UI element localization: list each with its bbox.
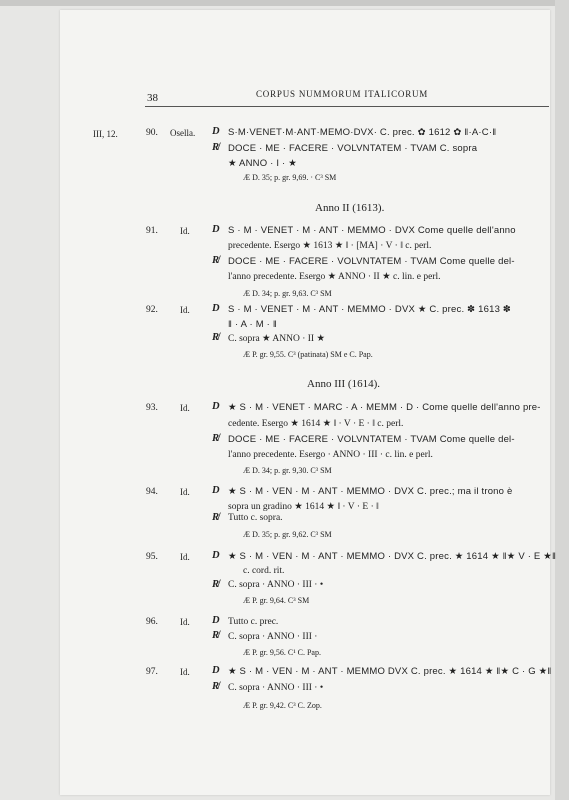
reference-number: III, 12. [93,129,118,139]
reverse-description: C. sopra ★ ANNO · II ★ [228,334,325,344]
metrology: Æ P. gr. 9,55. C³ (patinata) SM e C. Pap. [243,350,373,359]
page-number: 38 [147,92,158,104]
obverse-legend: S · M · VENET · M · ANT · MEMMO · DVX ★ C. prec. ✽ 1613 ✽ [228,304,512,315]
reverse-description: C. sopra · ANNO · III · • [228,683,324,693]
obverse-mark: D [212,615,220,626]
obverse-description: c. cord. rit. [243,566,285,576]
metrology: Æ D. 35; p. gr. 9,62. C³ SM [243,530,332,539]
obverse-description: precedente. Esergo ★ 1613 ★ ‖ · [MA] · V · ‖ c. perl. [228,241,432,251]
reverse-legend-cont: ★ ANNO · I · ★ [228,158,297,169]
coin-type: Id. [180,305,190,315]
coin-type: Id. [180,226,190,236]
reverse-legend: DOCE · ME · FACERE · VOLVNTATEM · TVAM Come quelle del- [228,256,515,267]
reverse-legend: DOCE · ME · FACERE · VOLVNTATEM · TVAM Come quelle del- [228,434,515,445]
reverse-description: C. sopra · ANNO · III · • [228,580,324,590]
obverse-description: sopra un gradino ★ 1614 ★ ‖ · V · E · ‖ [228,502,379,512]
obverse-legend: ★ S · M · VEN · M · ANT · MEMMO · DVX C. prec. ★ 1614 ★ ‖★ V · E ★‖ [228,551,557,562]
metrology: Æ D. 34; p. gr. 9,30. C³ SM [243,466,332,475]
obverse-legend: ★ S · M · VENET · MARC · A · MEMM · D · Come quelle dell'anno pre- [228,402,541,413]
reverse-mark: R̸ [212,332,220,343]
scan-edge-top [0,0,569,6]
reverse-mark: R̸ [212,433,220,444]
obverse-mark: D [212,401,220,412]
metrology: Æ P. gr. 9,64. C³ SM [243,596,310,605]
reverse-mark: R̸ [212,142,220,153]
scan-edge-right [555,0,569,800]
entry-number: 94. [146,487,158,497]
reverse-mark: R̸ [212,579,220,590]
obverse-mark: D [212,485,220,496]
obverse-legend: ★ S · M · VEN · M · ANT · MEMMO DVX C. prec. ★ 1614 ★ ‖★ C · G ★‖ [228,666,552,677]
reverse-legend: DOCE · ME · FACERE · VOLVNTATEM · TVAM C. sopra [228,143,478,154]
coin-type: Id. [180,617,190,627]
obverse-mark: D [212,303,220,314]
obverse-mark: D [212,665,220,676]
reverse-mark: R̸ [212,255,220,266]
reverse-mark: R̸ [212,630,220,641]
reverse-description: Tutto c. sopra. [228,513,283,523]
coin-type: Id. [180,667,190,677]
entry-number: 91. [146,226,158,236]
obverse-legend: ★ S · M · VEN · M · ANT · MEMMO · DVX C. prec.; ma il trono è [228,486,513,497]
coin-type: Id. [180,403,190,413]
coin-type: Id. [180,487,190,497]
metrology: Æ P. gr. 9,42. C³ C. Zop. [243,701,322,710]
entry-number: 95. [146,552,158,562]
coin-type: Id. [180,552,190,562]
reverse-mark: R̸ [212,681,220,692]
entry-number: 93. [146,403,158,413]
metrology: Æ D. 35; p. gr. 9,69. · C³ SM [243,173,337,182]
obverse-description: cedente. Esergo ★ 1614 ★ ‖ · V · E · ‖ c. perl. [228,419,404,429]
obverse-legend-cont: ‖ · A · M · ‖ [228,319,277,330]
metrology: Æ D. 34; p. gr. 9,63. C³ SM [243,289,332,298]
running-title: CORPUS NUMMORUM ITALICORUM [256,89,429,99]
reverse-description: l'anno precedente. Esergo ★ ANNO · II ★ c. lin. e perl. [228,272,441,282]
section-heading: Anno III (1614). [307,378,381,390]
obverse-mark: D [212,550,220,561]
obverse-legend: S·M·VENET·M·ANT·MEMO·DVX· C. prec. ✿ 1612 ✿ ‖·A·C·‖ [228,127,497,138]
obverse-description: Tutto c. prec. [228,617,279,627]
reverse-description: l'anno precedente. Esergo · ANNO · III · c. lin. e perl. [228,450,433,460]
entry-number: 97. [146,667,158,677]
entry-number: 90. [146,128,158,138]
reverse-description: C. sopra · ANNO · III · [228,632,318,642]
section-heading: Anno II (1613). [315,202,385,214]
metrology: Æ P. gr. 9,56. C¹ C. Pap. [243,648,321,657]
coin-type: Osella. [170,128,196,138]
obverse-mark: D [212,126,220,137]
header-rule [145,106,549,107]
entry-number: 96. [146,617,158,627]
entry-number: 92. [146,305,158,315]
reverse-mark: R̸ [212,512,220,523]
obverse-legend: S · M · VENET · M · ANT · MEMMO · DVX Come quelle dell'anno [228,225,516,236]
obverse-mark: D [212,224,220,235]
